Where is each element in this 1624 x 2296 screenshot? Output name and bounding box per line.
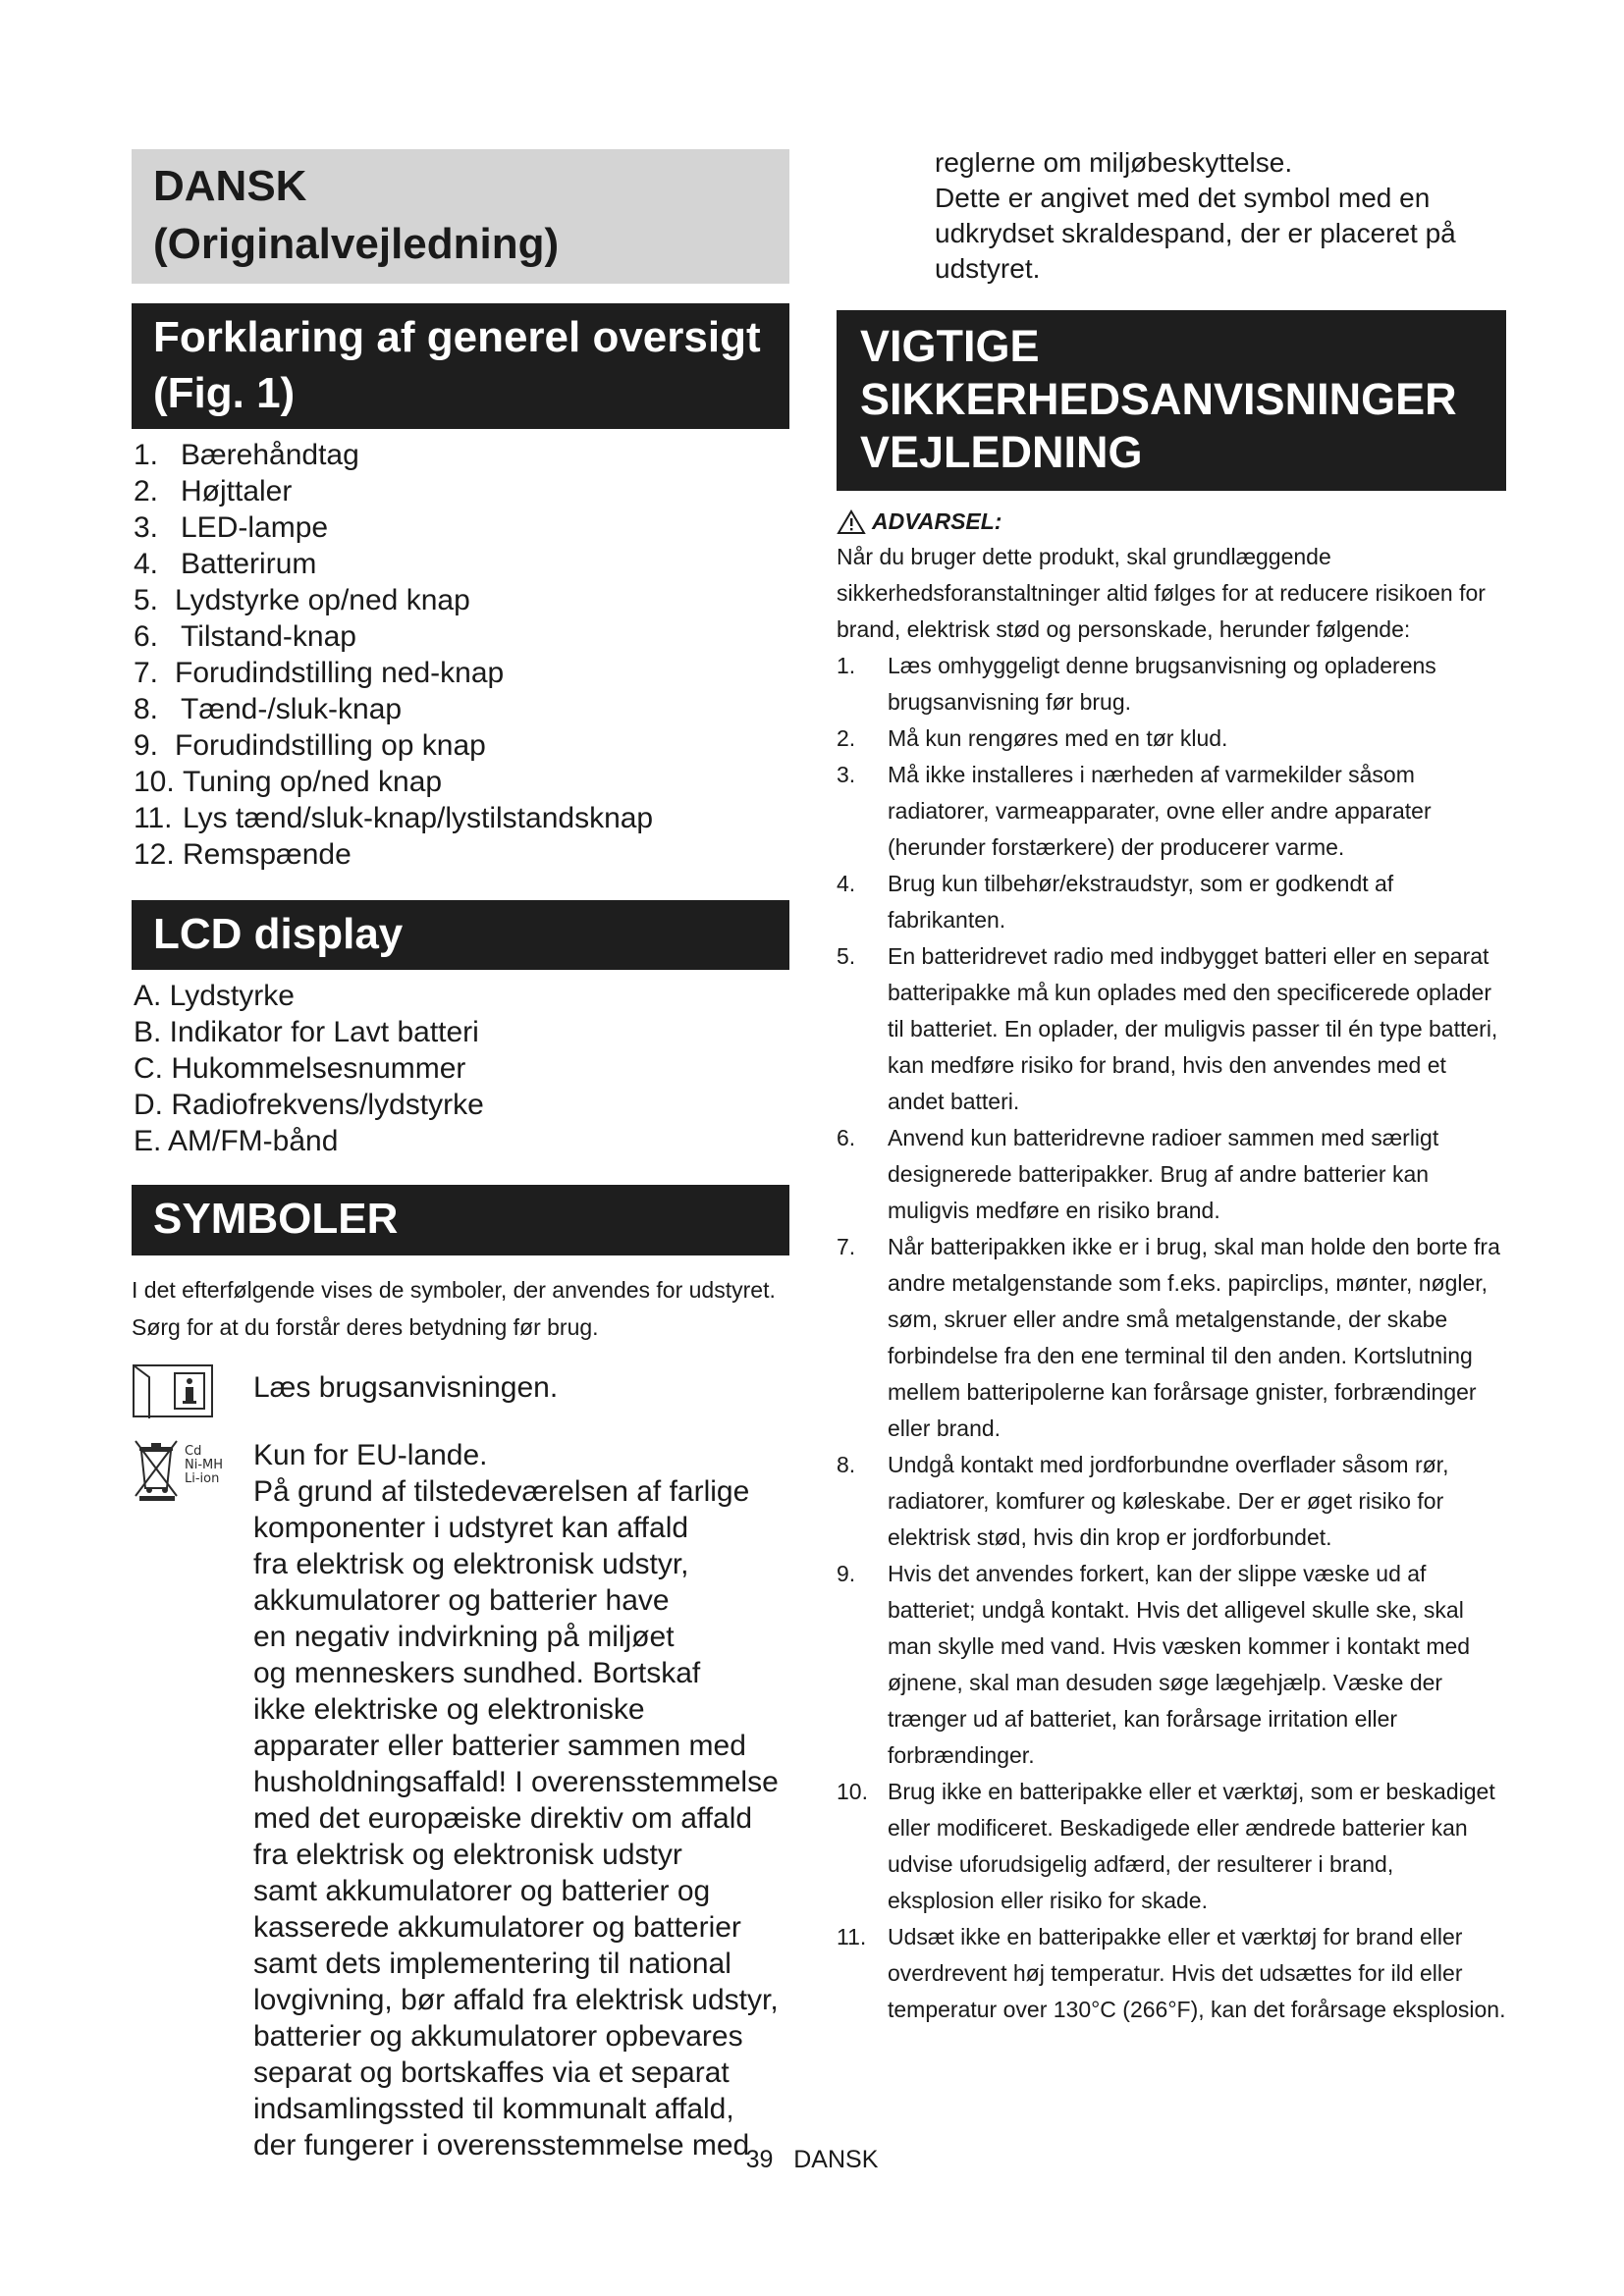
lcd-item: D. Radiofrekvens/lydstyrke — [134, 1089, 484, 1122]
safety-item: 11. Udsæt ikke en batteripakke eller et værktøj for brand eller overdrevent høj temperatur. Hvis det udsættes for ild eller temperatur over 130°C (266°F), kan det forårsage eksplosion. — [837, 1924, 1506, 2022]
safety-item: 9. Hvis det anvendes forkert, kan der slippe væske ud af batteriet; undgå kontakt. Hvis det alligevel skulle ske, skal man skylle med vand. Hvis væsken kommer i kontakt med øjnene, skal man desuden søge lægehjælp. Væske der trænger ud af batteriet, kan forårsage irritation eller forbrændinger. — [837, 1561, 1471, 1768]
page-footer — [0, 2146, 1624, 2174]
overview-item: 11. Lys tænd/sluk-knap/lystilstandsknap — [134, 802, 654, 835]
warning-label-text: ADVARSEL: — [872, 508, 1002, 534]
eu-text-line: fra elektrisk og elektronisk udstyr, — [253, 1547, 689, 1580]
continuation-line: udstyret. — [935, 253, 1041, 284]
document-title — [132, 149, 789, 284]
eu-text-line: der fungerer i overensstemmelse med — [253, 2128, 750, 2162]
safety-heading-line: VEJLEDNING — [860, 427, 1143, 477]
overview-item: 12. Remspænde — [134, 838, 352, 872]
symbols-heading-text: SYMBOLER — [153, 1195, 399, 1244]
lcd-item: C. Hukommelsesnummer — [134, 1052, 466, 1086]
safety-item: 4. Brug kun tilbehør/ekstraudstyr, som er godkendt af fabrikanten. — [837, 871, 1394, 933]
eu-text-line: akkumulatorer og batterier have — [253, 1583, 670, 1617]
eu-text-line: apparater eller batterier sammen med — [253, 1729, 746, 1762]
lcd-item: A. Lydstyrke — [134, 980, 295, 1013]
eu-text-line: ikke elektriske og elektroniske — [253, 1692, 645, 1726]
eu-text-line: indsamlingssted til kommunalt affald, — [253, 2092, 734, 2125]
symbols-intro: I det efterfølgende vises de symboler, der anvendes for udstyret. Sørg for at du forstår deres betydning før brug. — [132, 1276, 776, 1340]
page-number: 39 — [745, 2146, 774, 2173]
overview-item: 3. LED-lampe — [134, 511, 329, 545]
read-manual-icon — [132, 1363, 253, 1423]
overview-heading — [132, 303, 789, 429]
overview-item: 6. Tilstand-knap — [134, 620, 356, 654]
lcd-heading — [132, 900, 789, 970]
safety-heading — [837, 310, 1506, 491]
safety-item: 10. Brug ikke en batteripakke eller et værktøj, som er beskadiget eller modificeret. Beskadigede eller ændrede batterier kan udvise uforudsigelig adfærd, der resulterer i brand, eksplosion eller risiko for skade. — [837, 1779, 1495, 1913]
lcd-heading-text: LCD display — [153, 910, 404, 959]
safety-heading-line: SIKKERHEDSANVISNINGER — [860, 374, 1457, 424]
lcd-list — [132, 978, 789, 1159]
left-column — [132, 149, 789, 2163]
overview-item: 7. Forudindstilling ned-knap — [134, 657, 505, 690]
overview-item: 2. Højttaler — [134, 475, 293, 508]
eu-text-line: en negativ indvirkning på miljøet — [253, 1620, 675, 1653]
warning-label — [837, 508, 1506, 535]
eu-text-line: fra elektrisk og elektronisk udstyr — [253, 1838, 682, 1871]
eu-disposal-continuation — [935, 145, 1506, 287]
warning-triangle-icon — [837, 509, 866, 535]
overview-item: 9. Forudindstilling op knap — [134, 729, 486, 763]
overview-heading-line: Forklaring af generel oversigt — [153, 312, 761, 361]
title-line: (Originalvejledning) — [153, 220, 560, 269]
eu-text-line: husholdningsaffald! I overensstemmelse — [253, 1765, 779, 1798]
symbol-weee — [132, 1437, 789, 2163]
read-manual-text: Læs brugsanvisningen. — [253, 1370, 559, 1404]
overview-heading-line: (Fig. 1) — [153, 368, 296, 417]
footer-label: DANSK — [793, 2146, 879, 2173]
weee-label: Ni-MH — [185, 1457, 224, 1472]
safety-item: 6. Anvend kun batteridrevne radioer sammen med særligt designerede batteripakker. Brug af andre batterier kan muligvis medføre en risiko brand. — [837, 1125, 1439, 1223]
safety-item: 5. En batteridrevet radio med indbygget batteri eller en separat batteripakke må kun oplades med den specificerede oplader til batteriet. En oplader, der muligvis passer til én type batteri, kan medføre risiko for brand, hvis den anvendes med et andet batteri. — [837, 943, 1498, 1114]
continuation-line: udkrydset skraldespand, der er placeret på — [935, 218, 1456, 248]
eu-text-line: samt akkumulatorer og batterier og — [253, 1874, 711, 1907]
symbols-heading — [132, 1185, 789, 1255]
eu-text-line: og menneskers sundhed. Bortskaf — [253, 1656, 701, 1689]
continuation-line: reglerne om miljøbeskyttelse. — [935, 147, 1293, 178]
warning-text: Når du bruger dette produkt, skal grundlæggende sikkerhedsforanstaltninger altid følges for at reducere risikoen for brand, elektrisk stød og personskade, herunder følgende: — [837, 544, 1486, 642]
eu-text-line: Kun for EU-lande. — [253, 1438, 488, 1471]
eu-text-line: samt dets implementering til national — [253, 1947, 731, 1980]
continuation-line: Dette er angivet med det symbol med en — [935, 183, 1431, 213]
lcd-item: B. Indikator for Lavt batteri — [134, 1016, 479, 1049]
symbol-read-manual — [132, 1363, 789, 1423]
overview-item: 1. Bærehåndtag — [134, 439, 359, 472]
overview-item: 5. Lydstyrke op/ned knap — [134, 584, 470, 617]
eu-text-line: kasserede akkumulatorer og batterier — [253, 1910, 741, 1944]
title-line: DANSK — [153, 162, 307, 210]
safety-heading-line: VIGTIGE — [860, 321, 1040, 371]
eu-disposal-text — [253, 1437, 779, 2163]
weee-label: Li-ion — [185, 1470, 220, 1486]
eu-text-line: lovgivning, bør affald fra elektrisk udstyr, — [253, 1983, 779, 2016]
right-column — [837, 145, 1506, 2028]
eu-text-line: På grund af tilstedeværelsen af farlige — [253, 1474, 750, 1508]
eu-text-line: batterier og akkumulatorer opbevares — [253, 2019, 743, 2053]
eu-text-line: separat og bortskaffes via et separat — [253, 2056, 730, 2089]
overview-item: 8. Tænd-/sluk-knap — [134, 693, 403, 726]
weee-bin-icon — [132, 1437, 253, 1507]
safety-item: 3. Må ikke installeres i nærheden af varmekilder såsom radiatorer, varmeapparater, ovne eller andre apparater (herunder forstærkere) der producerer varme. — [837, 762, 1432, 860]
overview-list — [132, 437, 789, 873]
overview-item: 10. Tuning op/ned knap — [134, 766, 443, 799]
safety-item: 7. Når batteripakken ikke er i brug, skal man holde den borte fra andre metalgenstande som f.eks. papirclips, mønter, nøgler, søm, skruer eller andre små metalgenstande, der skabe forbindelse fra den ene terminal til den anden. Kortslutning mellem batteripolerne kan forårsage gnister, forbrændinger eller brand. — [837, 1234, 1500, 1441]
lcd-item: E. AM/FM-bånd — [134, 1125, 339, 1158]
safety-list — [837, 648, 1506, 2028]
safety-item: 1. Læs omhyggeligt denne brugsanvisning og opladerens brugsanvisning før brug. — [837, 653, 1436, 715]
safety-item: 8. Undgå kontakt med jordforbundne overflader såsom rør, radiatorer, komfurer og køleskabe. Der er øget risiko for elektrisk stød, hvis din krop er jordforbundet. — [837, 1452, 1449, 1550]
overview-item: 4. Batterirum — [134, 548, 317, 581]
eu-text-line: komponenter i udstyret kan affald — [253, 1511, 689, 1544]
eu-text-line: med det europæiske direktiv om affald — [253, 1801, 753, 1835]
safety-item: 2. Må kun rengøres med en tør klud. — [837, 725, 1228, 751]
weee-label: Cd — [185, 1443, 202, 1459]
